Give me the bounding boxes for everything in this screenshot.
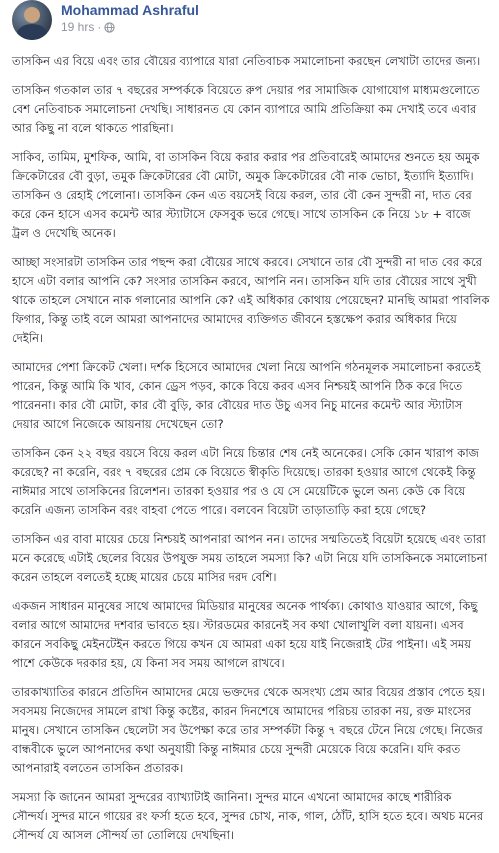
post-paragraph: সাকিব, তামিম, মুশফিক, আমি, বা তাসকিন বিয়ে করার করার পর প্রতিবারেই আমাদের শুনতে হয় অমুক ক্রিকেটারের বৌ বুড়া, তমুক ক্রিকেটারের বৌ মোটা, অমুক ক্রিকেটারের বৌ নাক ভোচা, ইত্যাদি ইত্যাদি। তাসকিন ও রেহাই পেলোনা। তাসকিন কেন এত বয়সেই বিয়ে করল, তার বৌ কেন সুন্দরী না, দাত বের করে কেন হাসে এসব কমেন্ট আর স্ট্যাটাসে ফেসবুক ভরে গেছে। সাথে তাসকিন কে নিয়ে ১৮ + বাজে ট্রল ও দেখেছি অনেক। [12,150,480,240]
post-meta [61,0,199,34]
post-paragraph: সমস্যা কি জানেন আমরা সুন্দরের ব্যাখ্যাটাই জানিনা। সুন্দর মানে এখনো আমাদের কাছে শারীরিক সৌন্দর্য। সুন্দর মানে গায়ের রং ফর্সা হতে হবে, সুন্দর চোখ, নাক, গাল, ঠোঁট, হাসি হতে হবে। অথচ মনের সৌন্দর্য যে আসল সৌন্দর্য তা তোলিয়ে দেখছিনা। [12,790,484,842]
post-timestamp[interactable]: 19 hrs [61,20,95,34]
post-paragraph: তারকাখ্যাতির কারনে প্রতিদিন আমাদের মেয়ে ভক্তদের থেকে অসংখ্য প্রেম আর বিয়ের প্রস্তাব পেতে হয়। সবসময় নিজেদের সামলে রাখা কিন্তু কষ্টের, কারন দিনশেষে আমাদের পরিচয় তারকা নয়, রক্ত মাংসের মানুষ। সেখানে তাসকিন ছেলেটা সব উপেক্ষা করে তার সম্পর্কটা কিন্তু ৭ বছরে টেনে নিয়ে গেছে। নিজের বান্ধবীকে ভুলে আপনাদের কথা অনুযায়ী কিন্তু নাঈমার চেয়ে সুন্দরী মেয়েকে বিয়ে করেনি। যদি করত আপনারাই বলতেন তাসকিন প্রতারক। [12,685,485,775]
post-header [12,0,490,50]
globe-icon[interactable] [104,22,115,33]
post-paragraph: আমাদের পেশা ক্রিকেট খেলা। দর্শক হিসেবে আমাদের খেলা নিয়ে আপনি গঠনমূলক সমালোচনা করতেই পারেন, কিন্তু আমি কি খাব, কোন ড্রেস পড়ব, কাকে বিয়ে করব এসব নিশ্চয়ই আপনি ঠিক করে দিতে পারেননা। কার বৌ মোটা, কার বৌ বুড়ি, কার বৌয়ের দাত উচু এসব নিচু মানের কমেন্ট আর স্ট্যাটাস দেয়ার আগে নিজেকে আয়নায় দেখেছেন তো? [12,360,481,431]
post-paragraph: তাসকিন এর বিয়ে এবং তার বৌয়ের ব্যাপারে যারা নেতিবাচক সমালোচনা করছেন লেখাটা তাদের জন্য। [12,54,481,68]
post-paragraph: আচ্ছা সংসারটা তাসকিন তার পছন্দ করা বৌয়ের সাথে করবে। সেখানে তার বৌ সুন্দরী না দাত বের করে হাসে এটা বলার আপনি কে? সংসার তাসকিন করবে, আপনি নন। তাসকিন যদি তার বৌয়ের সাথে সুখী থাকে তাহলে সেখানে নাক গলানোর আপনি কে? এই অধিকার কোথায় পেয়েছেন? মানছি আমরা পাবলিক ফিগার, কিন্তু তাই বলে আমরা আপনাদের আমাদের ব্যক্তিগত জীবনে হস্তক্ষেপ করার অধিকার দিয়ে দেইনি। [12,255,490,345]
post-paragraph: তাসকিন কেন ২২ বছর বয়সে বিয়ে করল এটা নিয়ে চিন্তার শেষ নেই অনেকের। সেকি কোন খারাপ কাজ করেছে? না করেনি, বরং ৭ বছরের প্রেম কে বিয়েতে স্বীকৃতি দিয়েছে। তারকা হওয়ার আগে থেকেই কিন্তু নাঈমার সাথে তাসকিনের রিলেশন। তারকা হওয়ার পর ও যে সে মেয়েটিকে ভুলে অন্য কেউ কে বিয়ে করেনি এজন্য তাসকিন বরং বাহবা পেতে পারে। বলবেন বিয়েটা তাড়াতাড়ি করা হয়ে গেছে? [12,446,480,517]
post-paragraph: তাসকিন গতকাল তার ৭ বছরের সম্পর্ককে বিয়েতে রুপ দেয়ার পর সামাজিক যোগাযোগ মাধ্যমগুলোতে বেশ নেতিবাচক সমালোচনা দেখছি। সাধারনত যে কোন ব্যাপারে আমি প্রতিক্রিয়া কম দেখাই তবে এবার আর কিছু না বলে থাকতে পারছিনা। [12,83,480,135]
meta-separator: · [97,20,102,34]
post-paragraph: একজন সাধারন মানুষের সাথে আমাদের মিডিয়ার মানুষের অনেক পার্থক্য। কোথাও যাওয়ার আগে, কিছু বলার আগে আমাদের দশবার ভাবতে হয়। স্টারডমের কারনেই সব কথা খোলাখুলি বলা যায়না। এসব কারনে সবকিছু মেইনটেইন করতে গিয়ে কখন যে আমরা একা হয়ে যাই নিজেরাই টের পাইনা। এই সময় পাশে কেউকে দরকার হয়, যে কিনা সব সময় আগলে রাখবে। [12,599,478,670]
avatar-head [24,7,40,23]
author-name[interactable]: Mohammad Ashraful [61,2,199,18]
post-paragraph: তাসকিন এর বাবা মায়ের চেয়ে নিশ্চয়ই আপনারা আপন নন। তাদের সম্মতিতেই বিয়েটা হয়েছে এবং তারা মনে করেছে এটাই ছেলের বিয়ের উপযুক্ত সময় তাহলে সমস্যা কি? এটা নিয়ে যদি তাসকিনকে সমালোচনা করেন তাহলে বলতেই হচ্ছে মায়ের চেয়ে মাসির দরদ বেশি। [12,532,488,584]
avatar-shoulders [17,24,47,40]
post-time-row [61,20,199,34]
post-body [12,52,490,845]
author-avatar[interactable] [12,0,52,40]
